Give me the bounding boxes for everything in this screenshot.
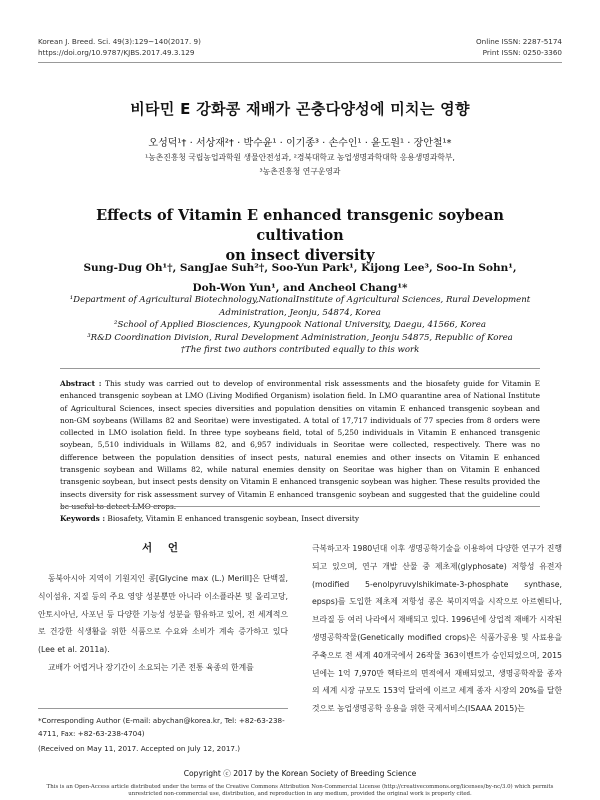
header-divider [38,62,562,63]
journal-citation: Korean J. Breed. Sci. 49(3):129~140(2017. 9) [38,37,201,46]
issn-header [476,36,562,58]
keywords-label: Keywords : [60,514,106,523]
equal-contribution-note: †The first two authors contributed equally to this work [180,345,420,355]
introduction-left-column [38,570,288,677]
english-title [60,206,540,266]
copyright-notice: Copyright ⓒ 2017 by the Korean Society of Breeding Science [183,769,417,778]
intro-paragraph-2: 교배가 어렵거나 장기간이 소요되는 기존 전통 육종의 한계를 [48,662,254,672]
abstract [60,378,540,513]
footnote-divider [38,708,288,709]
received-dates: (Received on May 11, 2017. Accepted on July 12, 2017.) [38,744,241,753]
license-notice: This is an Open-Access article distributed under the terms of the Creative Commons Attribution Non-Commercial License (http://creativecommons.org/licenses/by-nc/3.0) which permits unrestricted non-commercial use, distribution, and reproduction in any medium, provided the original work is properly cited. [46,784,554,797]
doi-link[interactable]: https://doi.org/10.9787/KJBS.2017.49.3.129 [38,48,195,57]
english-title-line-2: on insect diversity [225,247,375,264]
corresponding-author-note: *Corresponding Author (E-mail: abychan@korea.kr, Tel: +82-63-238-4711, Fax: +82-63-238-4704) [38,716,285,738]
english-affiliation-1: ¹Department of Agricultural Biotechnology,NationalInstitute of Agricultural Sciences, Rural Development Administration, Jeonju, 54874, Korea [69,295,531,318]
english-affiliations [60,294,540,357]
keywords [60,514,540,523]
online-issn: Online ISSN: 2287-5174 [476,37,562,46]
print-issn: Print ISSN: 0250-3360 [482,48,562,57]
english-authors [60,258,540,298]
intro-paragraph-3: 극복하고자 1980년대 이후 생명공학기술을 이용하여 다양한 연구가 진행되고 있으며, 연구 개발 산물 중 제초제(glyphosate) 저항성 유전자(modified 5-enolpyruvylshikimate-3-phosphate synthase, epsps)를 도입한 제초제 저항성 콩은 북미지역을 시작으로 아르헨티나, 브라질 등 여러 나라에서 재배되고 있다. 1996년에 상업적 재배가 시작된 생명공학작물(Genetically modified crops)은 식품가공용 및 사료용을 주축으로 전 세계 40개국에서 26작물 363이벤트가 승인되었으며, 2015년에는 1억 7,970만 헥타르의 면적에서 재배되었고, 생명공학작물 종자의 세계 시장 규모도 153억 달러에 이르고 세계 종자 시장의 20%를 달한 것으로 농업생명공학 응용을 위한 국제서비스(ISAAA 2015)는 [312,544,562,714]
abstract-text: This study was carried out to develop of environmental risk assessments and the biosafety guide for Vitamin E enhanced transgenic soybean at LMO (Living Modified Organism) isolation field. In LMO quarantine area of National Institute of Agricultural Sciences, insect species diversities and population densities on vitamin E enhanced transgenic soybean and non-GM soybeans (Willams 82 and Seoritae) were investigated. A total of 17,717 individuals of 77 species from 8 orders were collected in LMO isolation field. In three type soybeans field, total of 5,250 individuals in Vitamin E enhanced transgenic soybean, 5,510 individuals in Willams 82, and 6,957 individuals in Seoritae were collected, respectively. There was no difference between the population densities of insect pests, natural enemies and other insects on Vitamin E enhanced transgenic soybean and Willams 82, while natural enemies density on Seoritae was higher than on Vitamin E enhanced transgenic soybean, but insect pests density on Vitamin E enhanced transgenic soybean was higher. These results provided the insects diversity for risk assessment survey of Vitamin E enhanced transgenic soybean and suggested that the guideline could be useful to detect LMO crops. [60,379,541,511]
journal-header [38,36,201,58]
keywords-text: Biosafety, Vitamin E enhanced transgenic soybean, Insect diversity [105,514,360,523]
english-authors-line-2: Doh-Won Yun¹, and Ancheol Chang¹* [192,282,408,294]
english-authors-line-1: Sung-Dug Oh¹†, SangJae Suh²†, Soo-Yun Park¹, Kijong Lee³, Soo-In Sohn¹, [83,262,517,274]
english-affiliation-3: ³R&D Coordination Division, Rural Development Administration, Jeonju 54875, Republic of Korea [87,332,513,343]
abstract-divider-bottom [60,506,540,507]
introduction-right-column [312,540,562,718]
korean-affiliation-2: ³농촌진흥청 연구운영과 [259,167,341,176]
abstract-label: Abstract : [60,379,102,388]
korean-title: 비타민 E 강화콩 재배가 곤충다양성에 미치는 영향 [130,100,470,118]
english-affiliation-2: ²School of Applied Biosciences, Kyungpook National University, Daegu, 41566, Korea [114,320,486,330]
abstract-divider-top [60,368,540,369]
korean-affiliation-1: ¹농촌진흥청 국립농업과학원 생물안전성과, ²경북대학교 농업생명과학대학 응용생명과학부, [145,153,455,162]
intro-paragraph-1: 동북아시아 지역이 기원지인 콩[Glycine max (L.) Merill]은 단백질, 식이섬유, 지질 등의 주요 영양 성분뿐만 아니라 이소플라본 및 올리고당, 안토시아닌, 사포닌 등 다양한 기능성 성분을 함유하고 있어, 전 세계적으로 건강한 식생활을 위한 식품으로 수요와 소비가 계속 증가하고 있다(Lee et al. 2011a). [38,574,288,655]
introduction-heading: 서 언 [142,542,184,554]
korean-authors: 오성덕¹† · 서상재²† · 박수윤¹ · 이기종³ · 손수인¹ · 윤도원¹ · 장안철¹* [148,138,452,149]
english-title-line-1: Effects of Vitamin E enhanced transgenic soybean cultivation [96,207,504,244]
